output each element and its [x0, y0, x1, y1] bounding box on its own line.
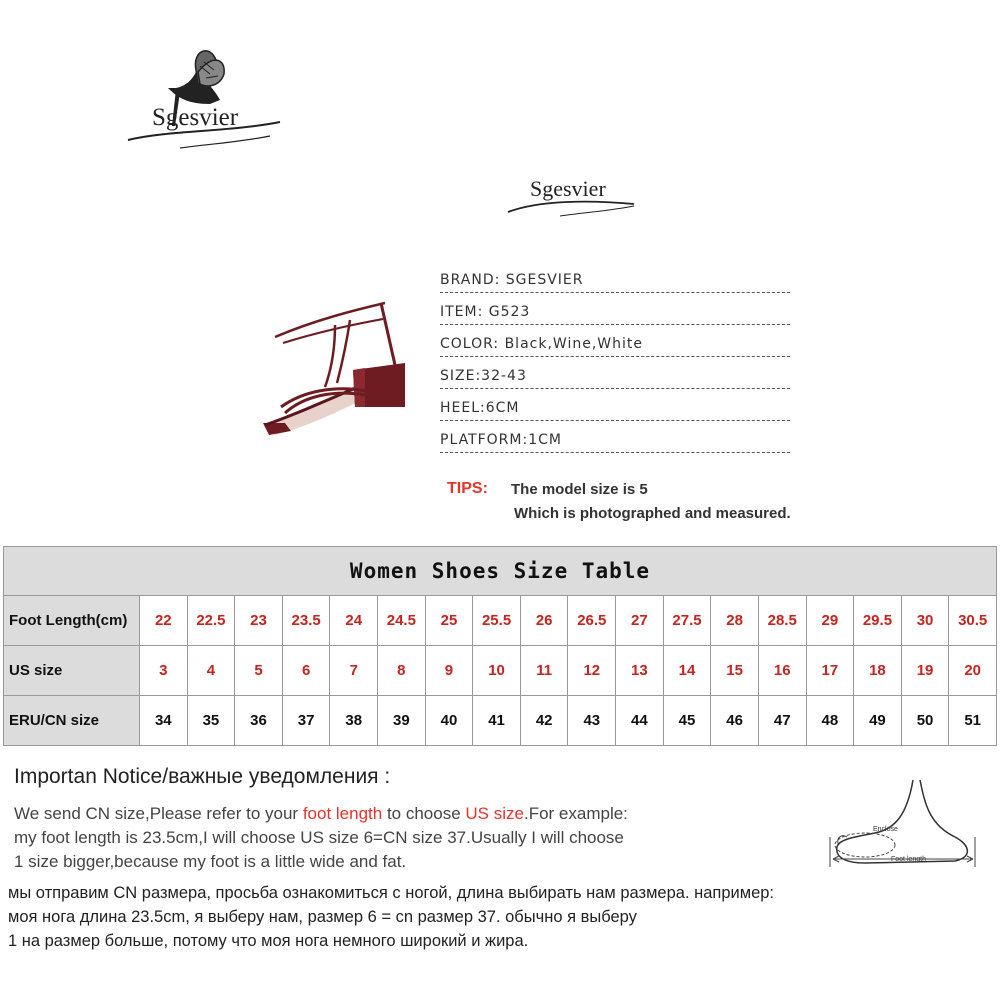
- eu-size-cell: 47: [758, 696, 806, 746]
- foot-length-cell: 25: [425, 596, 473, 646]
- sandal-icon: [255, 295, 425, 440]
- notice-en-text: to choose: [382, 804, 466, 823]
- notice-title: Importan Notice/важные уведомления :: [14, 765, 391, 788]
- foot-length-label: Foot Length(cm): [4, 596, 140, 646]
- us-size-cell: 17: [806, 646, 854, 696]
- us-size-cell: 19: [901, 646, 949, 696]
- eu-size-cell: 42: [520, 696, 568, 746]
- notice-ru-line-2: моя нога длина 23.5cm, я выберу нам, размер 6 = cn размер 37. обычно я выберу: [8, 908, 637, 926]
- foot-length-cell: 23: [235, 596, 283, 646]
- foot-length-cell: 27.5: [663, 596, 711, 646]
- brand-logo-small: [500, 170, 640, 220]
- us-size-cell: 8: [378, 646, 426, 696]
- eu-size-cell: 46: [711, 696, 759, 746]
- notice-en-text: We send CN size,Please refer to your: [14, 804, 303, 823]
- tips-line-1: The model size is 5: [511, 481, 648, 498]
- eu-size-cell: 49: [854, 696, 902, 746]
- eu-size-label: ERU/CN size: [4, 696, 140, 746]
- foot-length-cell: 25.5: [473, 596, 521, 646]
- us-size-cell: 12: [568, 646, 616, 696]
- us-size-cell: 10: [473, 646, 521, 696]
- spec-color: COLOR: Black,Wine,White: [440, 334, 790, 357]
- foot-length-cell: 24: [330, 596, 378, 646]
- foot-length-cell: 29.5: [854, 596, 902, 646]
- eu-size-cell: 51: [949, 696, 997, 746]
- eu-size-row: [4, 696, 997, 746]
- tips-line-2: Which is photographed and measured.: [514, 505, 791, 522]
- us-size-cell: 16: [758, 646, 806, 696]
- spec-item: ITEM: G523: [440, 302, 790, 325]
- spec-size: SIZE:32-43: [440, 366, 790, 389]
- eu-size-cell: 50: [901, 696, 949, 746]
- foot-length-cell: 30.5: [949, 596, 997, 646]
- notice-en-text: .For example:: [523, 804, 628, 823]
- foot-length-cell: 27: [616, 596, 664, 646]
- us-size-cell: 18: [854, 646, 902, 696]
- heel-shoe-icon: [120, 40, 290, 160]
- tips-label: TIPS:: [447, 480, 488, 497]
- us-size-cell: 20: [949, 646, 997, 696]
- us-size-cell: 4: [187, 646, 235, 696]
- us-size-cell: 13: [616, 646, 664, 696]
- eu-size-cell: 48: [806, 696, 854, 746]
- us-size-cell: 6: [282, 646, 330, 696]
- notice-en-line-3: 1 size bigger,because my foot is a little wide and fat.: [14, 852, 407, 871]
- foot-length-cell: 22: [140, 596, 188, 646]
- eu-size-cell: 43: [568, 696, 616, 746]
- foot-enclose-label: Enclose: [873, 826, 898, 833]
- foot-length-cell: 24.5: [378, 596, 426, 646]
- us-size-cell: 3: [140, 646, 188, 696]
- eu-size-cell: 45: [663, 696, 711, 746]
- foot-length-cell: 30: [901, 596, 949, 646]
- foot-length-label-diagram: Foot length: [891, 856, 927, 863]
- size-table: [3, 546, 997, 746]
- eu-size-cell: 36: [235, 696, 283, 746]
- size-table-title: Women Shoes Size Table: [4, 547, 997, 596]
- notice-highlight-foot-length: foot length: [302, 804, 383, 823]
- notice-en-line-2: my foot length is 23.5cm,I will choose US size 6=CN size 37.Usually I will choose: [14, 828, 624, 847]
- us-size-cell: 11: [520, 646, 568, 696]
- foot-length-cell: 28.5: [758, 596, 806, 646]
- foot-length-cell: 26.5: [568, 596, 616, 646]
- us-size-label: US size: [4, 646, 140, 696]
- foot-length-row: [4, 596, 997, 646]
- spec-platform: PLATFORM:1CM: [440, 430, 790, 453]
- eu-size-cell: 39: [378, 696, 426, 746]
- spec-brand: BRAND: SGESVIER: [440, 270, 790, 293]
- us-size-cell: 15: [711, 646, 759, 696]
- brand-logo: [120, 40, 290, 160]
- eu-size-cell: 34: [140, 696, 188, 746]
- foot-length-cell: 28: [711, 596, 759, 646]
- eu-size-cell: 37: [282, 696, 330, 746]
- us-size-cell: 7: [330, 646, 378, 696]
- us-size-cell: 5: [235, 646, 283, 696]
- us-size-cell: 9: [425, 646, 473, 696]
- logo-swoosh-icon: [500, 170, 640, 220]
- eu-size-cell: 40: [425, 696, 473, 746]
- product-image: [255, 295, 425, 440]
- notice-ru-line-1: мы отправим CN размера, просьба ознакомиться с ногой, длина выбирать нам размера. например:: [8, 884, 775, 902]
- eu-size-cell: 44: [616, 696, 664, 746]
- foot-diagram: [825, 775, 985, 875]
- notice-highlight-us-size: US size: [465, 804, 524, 823]
- eu-size-cell: 41: [473, 696, 521, 746]
- foot-length-cell: 29: [806, 596, 854, 646]
- us-size-cell: 14: [663, 646, 711, 696]
- foot-length-cell: 22.5: [187, 596, 235, 646]
- spec-heel: HEEL:6CM: [440, 398, 790, 421]
- eu-size-cell: 38: [330, 696, 378, 746]
- foot-length-cell: 26: [520, 596, 568, 646]
- brand-logo-text: Sgesvier: [152, 104, 239, 131]
- notice-en-line-1: [14, 804, 628, 824]
- eu-size-cell: 35: [187, 696, 235, 746]
- us-size-row: [4, 646, 997, 696]
- brand-logo-small-text: Sgesvier: [530, 176, 606, 201]
- foot-length-cell: 23.5: [282, 596, 330, 646]
- notice-ru-line-3: 1 на размер больше, потому что моя нога немного широкий и жира.: [8, 932, 529, 950]
